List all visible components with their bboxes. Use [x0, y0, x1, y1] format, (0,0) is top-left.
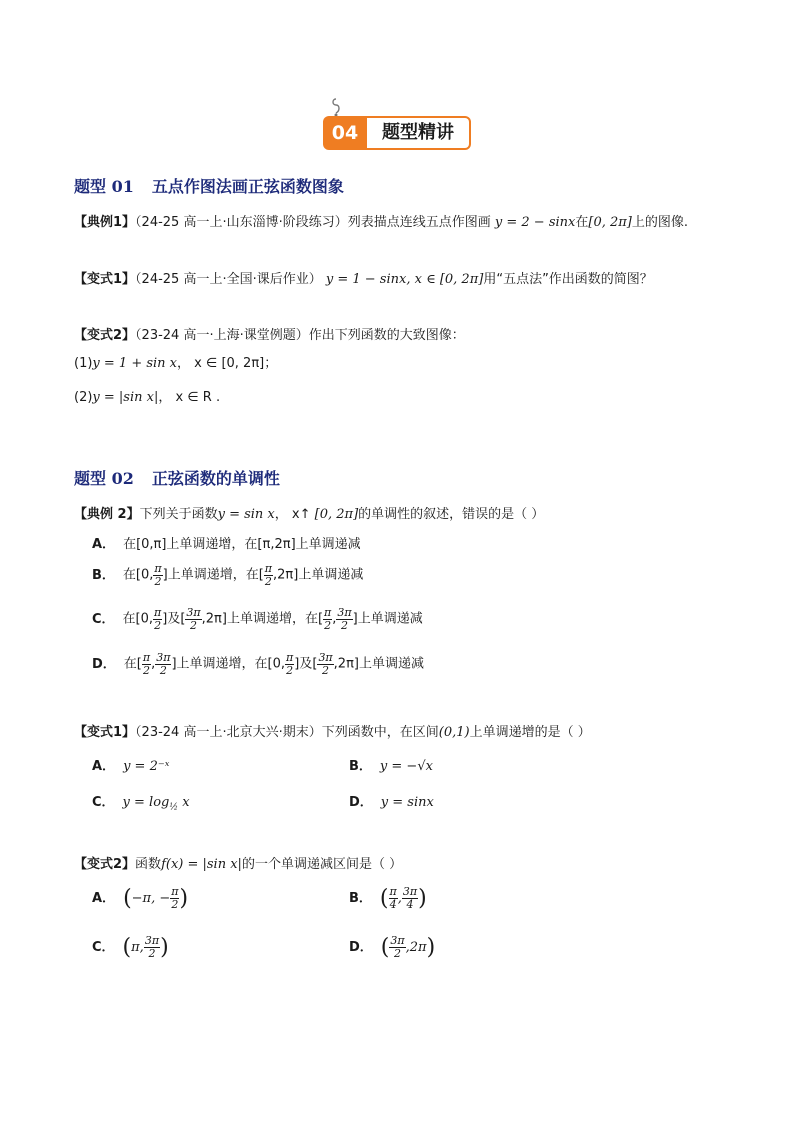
fraction: [142, 652, 151, 676]
interval: [0, 2π]: [588, 215, 632, 230]
option-text: ,2π]上单调递减: [273, 567, 364, 583]
paren-right: ): [160, 935, 169, 960]
frac-num: π: [154, 562, 162, 575]
option-text: x: [178, 795, 190, 810]
fraction: [153, 607, 162, 631]
frac-den: 2: [159, 663, 167, 677]
fraction: [264, 563, 273, 587]
option-label: D．: [349, 940, 373, 955]
formula: y = 1 + sin x: [92, 356, 178, 371]
option-b[interactable]: [349, 755, 433, 774]
option-d[interactable]: [349, 935, 435, 960]
fraction: [402, 886, 418, 910]
question-text: 列表描点连线五点作图画: [347, 215, 491, 230]
question-text: 用“五点法”作出函数的简图？: [483, 272, 653, 287]
question-3-item-2: [74, 386, 220, 405]
option-text: ]及[: [162, 611, 186, 627]
option-a[interactable]: [92, 755, 169, 774]
frac-den: 2: [154, 574, 162, 588]
frac-den: 2: [324, 618, 332, 632]
item-label: (1): [74, 356, 93, 371]
option-text: ]上单调递增，在[0,: [171, 656, 286, 672]
frac-num: π: [264, 562, 273, 575]
interval: [0, 2π]: [314, 507, 359, 522]
frac-num: 3π: [390, 934, 405, 948]
frac-num: π: [154, 606, 162, 619]
up-arrow-icon: ↑: [299, 507, 311, 522]
question-tag: 【典例1】: [74, 215, 136, 230]
formula: y = sin x: [217, 507, 275, 522]
option-text: ]上单调递减: [352, 611, 423, 627]
question-text: 上单调递增的是（ ）: [469, 725, 591, 740]
frac-den: 4: [389, 898, 397, 911]
question-text: 下列关于函数: [139, 507, 218, 522]
option-label: C．: [92, 795, 115, 810]
frac-den: 2: [190, 618, 198, 632]
frac-den: 2: [394, 947, 401, 960]
option-d[interactable]: [92, 652, 424, 676]
question-source: （23-24 高一上·北京大兴·期末）: [135, 725, 322, 740]
question-3: [74, 324, 465, 343]
interval: (0,1): [438, 725, 470, 740]
option-label: B．: [92, 567, 115, 583]
question-tag: 【变式2】: [74, 857, 136, 872]
fraction: [323, 607, 332, 631]
section-number: 题型 01: [74, 177, 134, 196]
frac-num: 3π: [156, 651, 171, 664]
question-text: 的单调性的叙述，错误的是（ ）: [358, 507, 545, 522]
fraction: [389, 886, 398, 910]
section-badge: [323, 113, 473, 151]
option-text: ,: [332, 611, 337, 627]
paren-left: (: [379, 886, 389, 911]
question-text: 的一个单调递减区间是（ ）: [241, 857, 403, 872]
paren-right: ): [418, 886, 427, 911]
option-text: 在[: [123, 656, 142, 672]
frac-num: π: [286, 651, 294, 664]
paren-left: (: [123, 886, 132, 911]
section-title: 正弦函数的单调性: [151, 469, 280, 488]
option-b[interactable]: [349, 886, 427, 911]
frac-den: 2: [341, 618, 349, 632]
frac-den: 2: [286, 663, 294, 677]
question-text: 作出下列函数的大致图像：: [308, 328, 465, 343]
fraction: [144, 935, 160, 959]
question-text: 函数: [135, 857, 162, 872]
question-tag: 【变式2】: [74, 328, 136, 343]
option-label: D．: [92, 656, 116, 672]
question-6: [74, 853, 402, 872]
section-title: 五点作图法画正弦函数图象: [151, 177, 344, 196]
fraction: [317, 652, 333, 676]
question-tag: 【典例 2】: [74, 507, 140, 522]
question-source: （24-25 高一上·山东淄博·阶段练习）: [135, 215, 348, 230]
frac-num: π: [389, 885, 397, 899]
section-heading-01: [74, 174, 344, 197]
option-text: 在[0,: [122, 567, 154, 583]
question-source: （24-25 高一上·全国·课后作业）: [135, 272, 322, 287]
option-c[interactable]: [92, 935, 169, 960]
formula: y = 2 − sinx: [494, 215, 576, 230]
question-tag: 【变式1】: [74, 725, 136, 740]
option-label: B．: [349, 891, 372, 906]
section-heading-02: [74, 466, 280, 489]
badge-number: 04: [323, 116, 367, 150]
hook-icon: [329, 97, 343, 117]
frac-num: π: [171, 885, 179, 899]
frac-num: 3π: [186, 606, 201, 619]
option-text: 在[0,π]上单调递增，在[π,2π]上单调递减: [123, 537, 361, 552]
paren-right: ): [426, 935, 436, 960]
fraction: [389, 935, 405, 959]
option-label: D．: [349, 795, 373, 810]
frac-den: 2: [148, 947, 156, 960]
option-c[interactable]: [92, 791, 190, 813]
option-b[interactable]: [92, 563, 363, 587]
frac-den: 2: [142, 663, 150, 677]
option-text: 在[0,: [122, 611, 154, 627]
option-label: A．: [92, 891, 116, 906]
option-a[interactable]: [92, 533, 361, 552]
paren-left: (: [380, 935, 390, 960]
formula: f(x) = |sin x|: [161, 857, 242, 872]
option-text: ]及[: [294, 656, 318, 672]
question-3-item-1: [74, 352, 277, 371]
option-text: ]上单调递增，在[: [162, 567, 264, 583]
formula: y = 1 − sinx, x ∈ [0, 2π]: [325, 272, 484, 287]
paren-right: ): [179, 886, 189, 911]
section-number: 题型 02: [74, 469, 134, 488]
question-text: ， x: [274, 507, 300, 522]
item-label: (2): [74, 390, 93, 405]
question-source: （23-24 高一·上海·课堂例题）: [135, 328, 309, 343]
question-5: [74, 721, 591, 740]
frac-num: 3π: [144, 934, 160, 948]
log-base: ½: [169, 802, 179, 813]
question-text: 在: [575, 215, 589, 230]
formula: y = |sin x|: [92, 390, 159, 405]
frac-num: 3π: [402, 885, 418, 899]
option-text: π,: [131, 940, 144, 955]
question-tag: 【变式1】: [74, 272, 136, 287]
frac-num: 3π: [337, 606, 352, 619]
fraction: [336, 607, 352, 631]
option-label: B．: [349, 759, 372, 774]
domain: ， x ∈ [0, 2π]；: [177, 356, 278, 371]
question-text: 上的图像.: [631, 215, 689, 230]
frac-den: 2: [264, 574, 272, 588]
frac-den: 2: [322, 663, 330, 677]
option-text: ,2π: [405, 940, 427, 955]
frac-den: 2: [171, 898, 179, 911]
option-text: y = sinx: [380, 795, 434, 810]
option-text: ,2π]上单调递减: [333, 656, 424, 672]
option-text: y = −√x: [379, 759, 433, 774]
fraction: [285, 652, 294, 676]
option-text: y = 2⁻ˣ: [123, 759, 170, 774]
option-label: A．: [92, 759, 116, 774]
question-2: [74, 268, 653, 287]
fraction: [155, 652, 171, 676]
option-text: ,: [151, 656, 156, 672]
option-text: ,2π]上单调递增，在[: [201, 611, 324, 627]
frac-den: 4: [406, 898, 414, 911]
question-text: 下列函数中，在区间: [321, 725, 439, 740]
option-text: y = log: [122, 795, 170, 810]
option-a[interactable]: [92, 886, 188, 911]
frac-num: π: [324, 606, 332, 619]
fraction: [185, 607, 201, 631]
paren-left: (: [122, 935, 132, 960]
option-label: C．: [92, 940, 115, 955]
option-d[interactable]: [349, 791, 434, 810]
option-text: −π, −: [131, 891, 171, 906]
question-4: [74, 503, 544, 522]
badge-title: 题型精讲: [367, 116, 471, 150]
option-c[interactable]: [92, 607, 423, 631]
frac-den: 2: [154, 618, 162, 632]
question-1: [74, 211, 688, 230]
option-label: C．: [92, 611, 115, 627]
option-text: ,: [397, 891, 402, 906]
option-label: A．: [92, 537, 116, 552]
domain: ， x ∈ R .: [158, 390, 221, 405]
fraction: [153, 563, 162, 587]
frac-num: π: [142, 651, 151, 664]
frac-num: 3π: [318, 651, 333, 664]
